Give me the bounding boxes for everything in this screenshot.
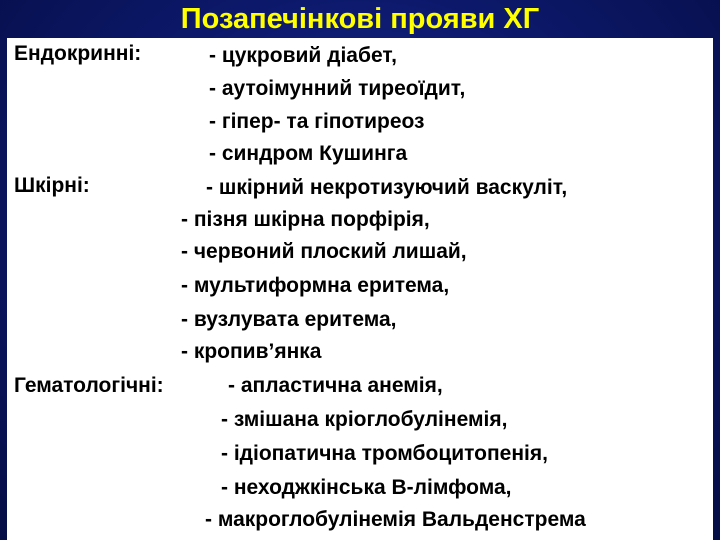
hematologic-item: - ідіопатична тромбоцитопенія, — [221, 442, 548, 465]
section-label-endocrine: Ендокринні: — [14, 42, 142, 65]
skin-item: - червоний плоский лишай, — [181, 240, 467, 263]
hematologic-item: - апластична анемія, — [228, 374, 443, 397]
endocrine-item: - синдром Кушинга — [209, 142, 408, 165]
content-panel — [7, 38, 713, 540]
endocrine-item: - гіпер- та гіпотиреоз — [209, 110, 425, 133]
section-label-hematologic: Гематологічні: — [14, 374, 164, 397]
endocrine-item: - аутоімунний тиреоїдит, — [209, 77, 466, 100]
skin-item: - кропив’янка — [181, 340, 322, 363]
hematologic-item: - неходжкінська В-лімфома, — [221, 476, 512, 499]
skin-item: - шкірний некротизуючий васкуліт, — [206, 176, 568, 199]
skin-item: - мультиформна еритема, — [181, 274, 450, 297]
slide-title: Позапечінкові прояви ХГ — [180, 3, 540, 35]
section-label-skin: Шкірні: — [14, 174, 90, 197]
hematologic-item: - макроглобулінемія Вальденстрема — [205, 508, 586, 531]
skin-item: - пізня шкірна порфірія, — [181, 208, 430, 231]
endocrine-item: - цукровий діабет, — [209, 44, 397, 67]
skin-item: - вузлувата еритема, — [181, 308, 397, 331]
hematologic-item: - змішана кріоглобулінемія, — [221, 408, 508, 431]
